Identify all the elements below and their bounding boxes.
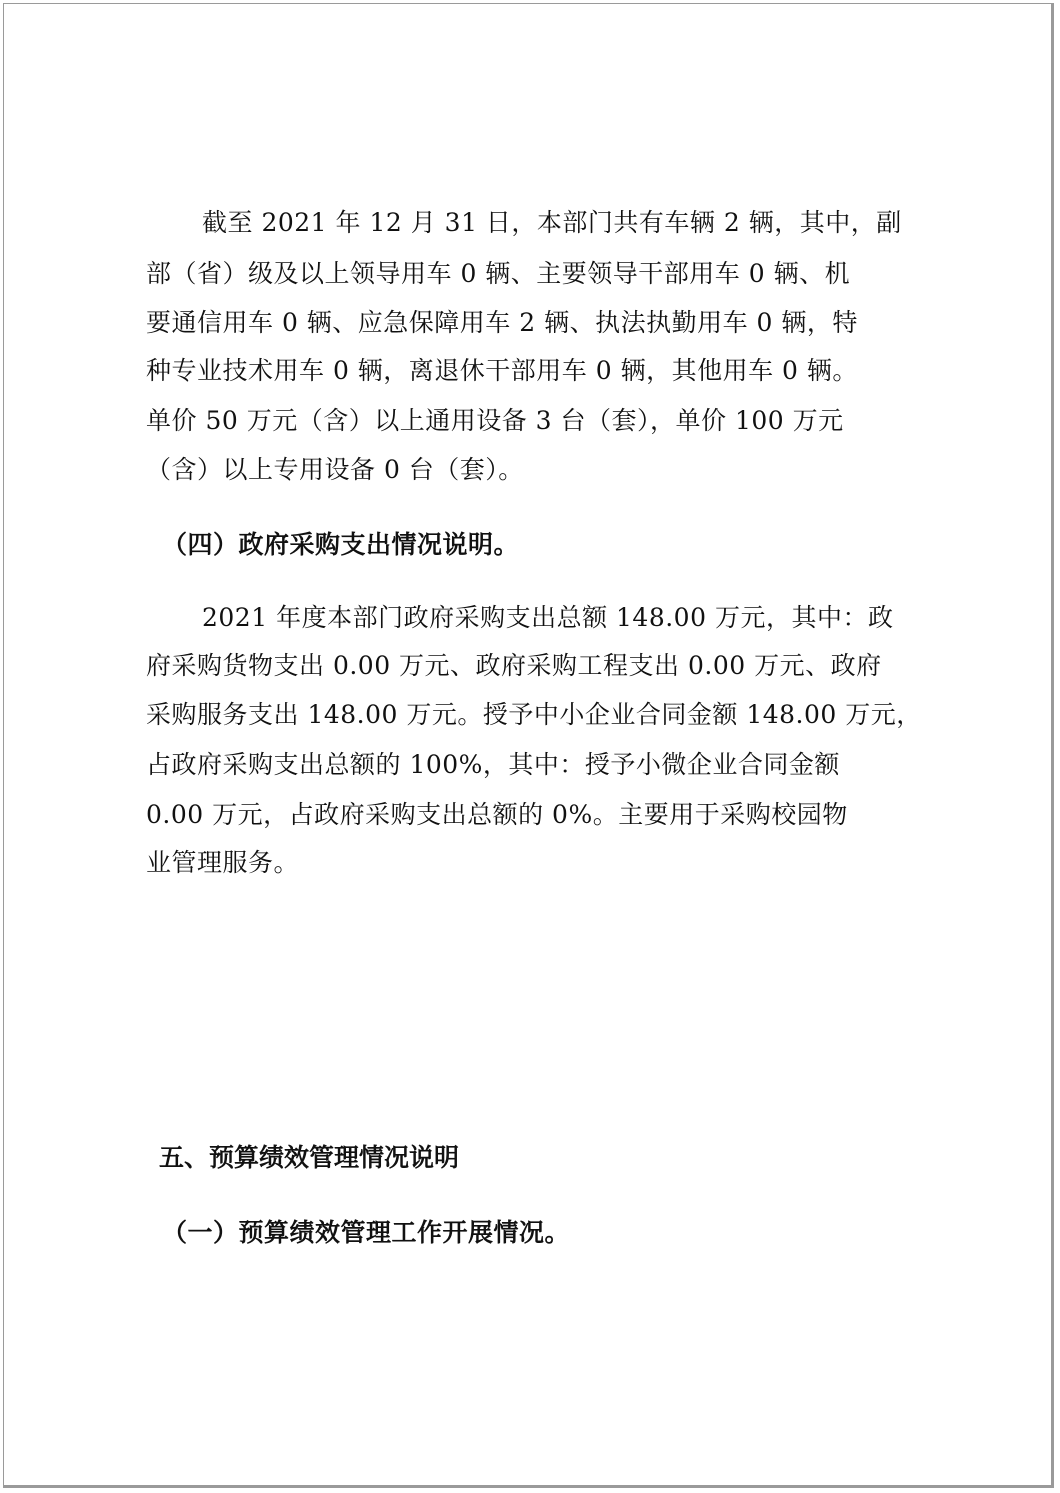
paragraph-vehicles-line-6: （含）以上专用设备 0 台（套）。 — [146, 455, 524, 484]
section-4-title: （四）政府采购支出情况说明。 — [162, 530, 520, 559]
paragraph-vehicles-line-4: 种专业技术用车 0 辆，离退休干部用车 0 辆，其他用车 0 辆。 — [146, 356, 858, 385]
paragraph-procurement-line-5: 0.00 万元，占政府采购支出总额的 0%。主要用于采购校园物 — [146, 800, 848, 829]
paragraph-procurement-line-2: 府采购货物支出 0.00 万元、政府采购工程支出 0.00 万元、政府 — [146, 651, 882, 680]
paragraph-procurement-line-6: 业管理服务。 — [146, 848, 300, 877]
section-5-1-title: （一）预算绩效管理工作开展情况。 — [162, 1218, 571, 1247]
paragraph-procurement-line-3: 采购服务支出 148.00 万元。授予中小企业合同金额 148.00 万元， — [146, 700, 922, 729]
paragraph-vehicles-line-2: 部（省）级及以上领导用车 0 辆、主要领导干部用车 0 辆、机 — [146, 259, 851, 288]
paragraph-procurement-line-4: 占政府采购支出总额的 100%，其中：授予小微企业合同金额 — [146, 750, 840, 779]
document-page — [3, 3, 1054, 1488]
paragraph-vehicles-line-5: 单价 50 万元（含）以上通用设备 3 台（套），单价 100 万元 — [146, 406, 844, 435]
paragraph-vehicles-line-3: 要通信用车 0 辆、应急保障用车 2 辆、执法执勤用车 0 辆，特 — [146, 308, 858, 337]
paragraph-procurement-line-1: 2021 年度本部门政府采购支出总额 148.00 万元，其中：政 — [202, 603, 894, 632]
paragraph-vehicles-line-1: 截至 2021 年 12 月 31 日，本部门共有车辆 2 辆，其中，副 — [202, 208, 902, 237]
chapter-5-title: 五、预算绩效管理情况说明 — [159, 1143, 460, 1172]
